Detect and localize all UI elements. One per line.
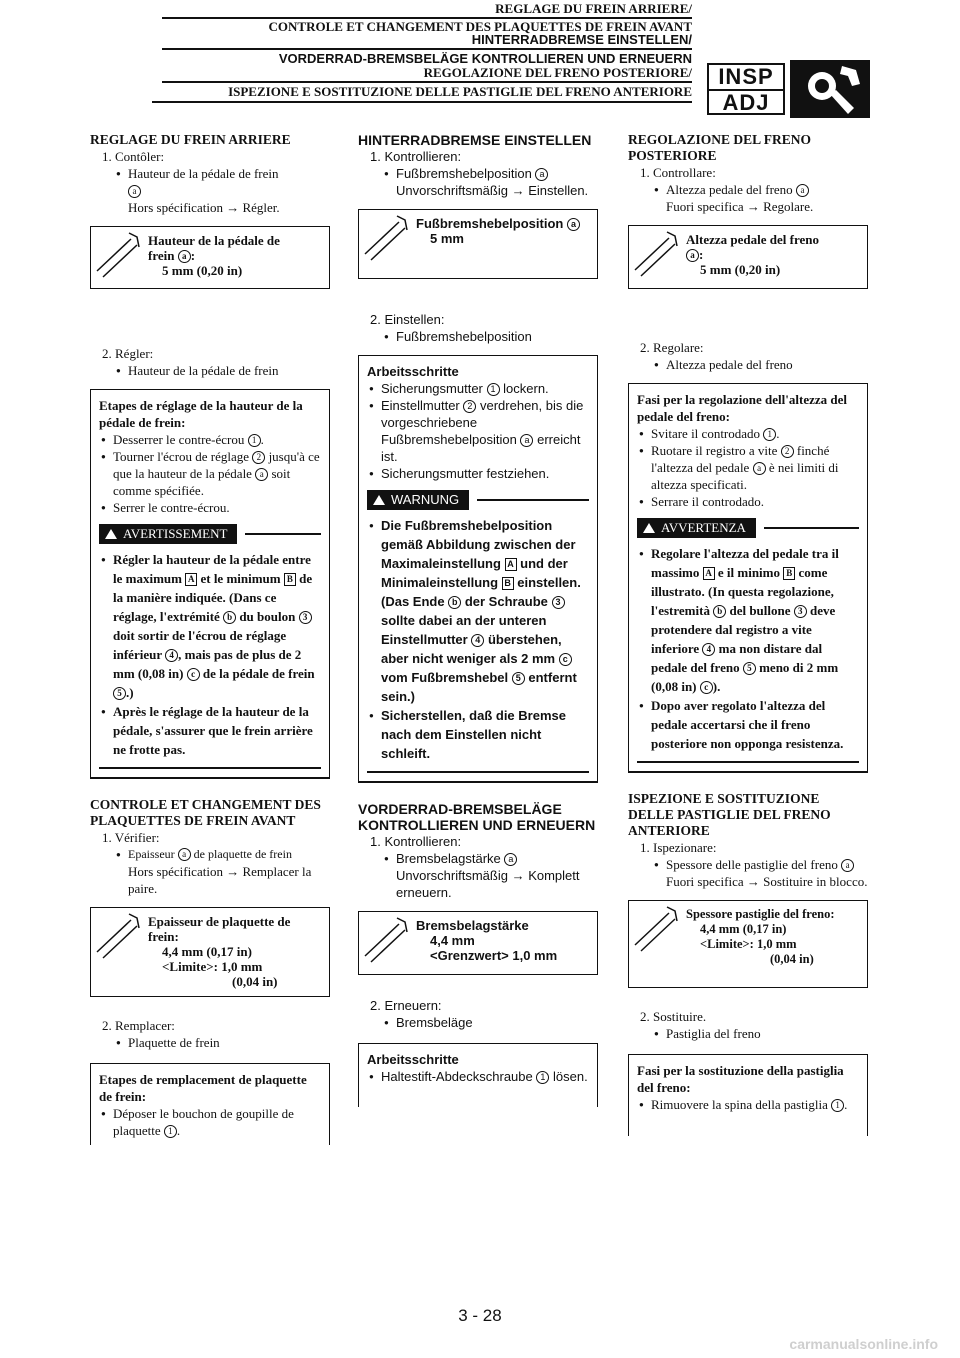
badge-insp: INSP <box>718 64 774 89</box>
spec-box <box>358 911 598 975</box>
warning-bullet: ● Regolare l'altezza del pedale tra il massimo A e il minimo B come illustrato. (In questa regolazione, l'estremità b del bullone 3 deve protendere dal registro a vite inferiore 4 ma non distare dal pedale del freno 5 meno di 2 mm (0,08 in) c ). <box>651 544 859 696</box>
badge-adj: ADJ <box>722 90 770 115</box>
warning-bullet: ● Sicherstellen, daß die Bremse nach dem Einstellen nicht schleift. <box>381 706 589 763</box>
section-title: ISPEZIONE E SOSTITUZIONE DELLE PASTIGLIE DEL FRENO ANTERIORE <box>628 791 831 838</box>
wrench-icon <box>359 210 414 278</box>
section-title: HINTERRADBREMSE EINSTELLEN <box>358 132 592 148</box>
bullet-text: ● Hauteur de la pédale de frein a <box>128 165 330 199</box>
steps-box <box>628 1054 868 1136</box>
note-text: Unvorschriftsmäßig → Einstellen. <box>396 183 589 198</box>
bullet-text: ● Epaisseur a de plaquette de frein <box>128 846 330 863</box>
warning-bullet: ● Dopo aver regolato l'altezza del pedale accertarsi che il freno posteriore non opponga resistenza. <box>651 696 859 753</box>
warning-header <box>637 518 859 538</box>
column-italian <box>628 132 868 1136</box>
marker-a: a <box>128 185 141 198</box>
step-text: 2. Sostituire. <box>640 1009 707 1024</box>
section-title: CONTROLE ET CHANGEMENT DES PLAQUETTES DE FREIN AVANT <box>90 797 321 828</box>
step-text: 1. Vérifier: <box>102 830 160 845</box>
step-bullet: ● Rimuovere la spina della pastiglia 1 . <box>651 1096 859 1113</box>
spec-box <box>628 225 868 289</box>
step-bullet: ● Serrare il controdado. <box>651 493 859 510</box>
step-bullet: ● Svitare il controdado 1 . <box>651 425 859 442</box>
step-text: 1. Contôler: <box>102 149 165 164</box>
steps-title: Etapes de remplacement de plaquette de frein: <box>99 1072 307 1104</box>
spec-text: Fußbremshebelposition a 5 mm <box>414 210 586 278</box>
column-french <box>90 132 330 1145</box>
steps-title: Etapes de réglage de la hauteur de la pédale de frein: <box>99 398 303 430</box>
step-bullet: ● Einstellmutter 2 verdrehen, bis die vorgeschriebene Fußbremshebelposition a erreicht ist. <box>381 397 589 465</box>
warning-bullet: ● Régler la hauteur de la pédale entre le maximum A et le minimum B de la manière indiquée. (Dans ce réglage, l'extrémité b du boulon 3 doit sortir de l'écrou de réglage inférieur 4 , mais pas de plus de 2 mm (0,08 in) c de la pédale de frein 5 .) <box>113 550 321 702</box>
wrench-icon <box>629 226 684 288</box>
section-title: REGOLAZIONE DEL FRENO POSTERIORE <box>628 132 812 163</box>
bullet-text: ● Fußbremshebelposition a <box>396 165 598 182</box>
steps-box <box>358 1043 598 1107</box>
steps-title: Fasi per la sostituzione della pastiglia del freno: <box>637 1063 844 1095</box>
wrench-icon <box>359 912 414 974</box>
steps-title: Arbeitsschritte <box>367 364 459 379</box>
warning-icon <box>643 523 655 533</box>
steps-box <box>628 383 868 773</box>
footer-watermark: carmanualsonline.info <box>789 1336 938 1352</box>
section-title: VORDERRAD-BREMSBELÄGE KONTROLLIEREN UND ERNEUERN <box>358 801 596 833</box>
steps-box <box>90 389 330 779</box>
bullet-text: ● Altezza pedale del freno a <box>666 181 868 198</box>
step-text: 1. Ispezionare: <box>640 840 717 855</box>
spec-text: Spessore pastiglie del freno: 4,4 mm (0,17 in) <Limite>: 1,0 mm (0,04 in) <box>686 907 835 966</box>
header-line-5: REGOLAZIONE DEL FRENO POSTERIORE/ <box>423 65 692 80</box>
step-bullet: ● Ruotare il registro a vite 2 finché l'altezza del pedale a è nei limiti di altezza specificati. <box>651 442 859 493</box>
page-number: 3 - 28 <box>458 1306 502 1325</box>
step-bullet: ● Desserrer le contre-écrou 1 . <box>113 431 321 448</box>
insp-adj-badge <box>707 63 785 115</box>
warning-header <box>99 524 321 544</box>
bullet-text: ● Bremsbeläge <box>396 1014 598 1031</box>
step-bullet: ● Tourner l'écrou de réglage 2 jusqu'à ce que la hauteur de la pédale a soit comme spécifiée. <box>113 448 321 499</box>
header-rule <box>152 101 692 103</box>
note-text: Hors spécification → Remplacer la paire. <box>128 864 312 896</box>
step-bullet: ● Déposer le bouchon de goupille de plaquette 1 . <box>113 1105 321 1139</box>
spec-box <box>90 907 330 997</box>
header-line-3: HINTERRADBREMSE EINSTELLEN/ <box>471 32 692 47</box>
steps-box <box>358 355 598 783</box>
header-line-2: CONTROLE ET CHANGEMENT DES PLAQUETTES DE FREIN AVANT <box>268 19 692 34</box>
warning-header <box>367 490 589 510</box>
steps-box <box>90 1063 330 1145</box>
spec-text: Bremsbelagstärke 4,4 mm <Grenzwert> 1,0 mm <box>416 918 558 963</box>
spec-text: Epaisseur de plaquette de frein: 4,4 mm (0,17 in) <Limite>: 1,0 mm (0,04 in) <box>148 914 291 989</box>
step-text: 2. Régler: <box>102 346 154 361</box>
bullet-text: ● Altezza pedale del freno <box>666 356 868 373</box>
wrench-icon <box>91 908 146 996</box>
step-text: 2. Erneuern: <box>370 998 442 1013</box>
bullet-text: ● Hauteur de la pédale de frein <box>128 362 330 379</box>
step-bullet: ● Sicherungsmutter 1 lockern. <box>381 380 589 397</box>
step-text: 1. Kontrollieren: <box>370 149 462 164</box>
warning-bullet: ● Die Fußbremshebelposition gemäß Abbildung zwischen der Maximaleinstellung A und der Minimaleinstellung B einstellen. (Das Ende b der Schraube 3 sollte dabei an der unteren Einstellmutter 4 überstehen, aber nicht weniger als 2 mm c vom Fußbremshebel 5 entfernt sein.) <box>381 516 589 706</box>
note-text: Unvorschriftsmäßig → Komplett erneuern. <box>396 868 580 900</box>
spec-box <box>358 209 598 279</box>
step-text: 1. Controllare: <box>640 165 716 180</box>
header-rule <box>162 48 692 50</box>
note-text: Hors spécification → Régler. <box>128 200 280 215</box>
warning-icon <box>105 529 117 539</box>
column-german <box>358 132 598 1107</box>
bullet-text: ● Fußbremshebelposition <box>396 328 598 345</box>
note-text: Fuori specifica → Sostituire in blocco. <box>666 874 868 889</box>
warning-icon <box>373 495 385 505</box>
header-line-1: REGLAGE DU FREIN ARRIERE/ <box>495 1 692 16</box>
warning-badge: WARNUNG <box>367 490 469 510</box>
spec-box <box>90 226 330 289</box>
warning-bullet: ● Après le réglage de la hauteur de la pédale, s'assurer que le frein arrière ne frotte pas. <box>113 702 321 759</box>
note-text: Fuori specifica → Regolare. <box>666 199 814 214</box>
steps-title: Arbeitsschritte <box>367 1052 459 1067</box>
spec-text: Altezza pedale del freno a : 5 mm (0,20 in) <box>686 232 819 277</box>
step-bullet: ● Sicherungsmutter festziehen. <box>381 465 589 482</box>
bullet-text: ● Spessore delle pastiglie del freno a <box>666 856 868 873</box>
bullet-text: ● Pastiglia del freno <box>666 1025 868 1042</box>
step-bullet: ● Serrer le contre-écrou. <box>113 499 321 516</box>
bullet-text: ● Bremsbelagstärke a <box>396 850 598 867</box>
wrench-icon <box>91 227 146 288</box>
wrench-icon <box>629 901 684 987</box>
spec-text: Hauteur de la pédale de frein a : 5 mm (0,20 in) <box>148 233 280 278</box>
bullet-text: ● Plaquette de frein <box>128 1034 330 1051</box>
header-line-6: ISPEZIONE E SOSTITUZIONE DELLE PASTIGLIE DEL FRENO ANTERIORE <box>228 84 692 99</box>
steps-title: Fasi per la regolazione dell'altezza del pedale del freno: <box>637 392 848 424</box>
warning-badge: AVVERTENZA <box>637 518 756 538</box>
tools-icon <box>790 60 870 118</box>
section-title: REGLAGE DU FREIN ARRIERE <box>90 132 291 147</box>
header-line-4: VORDERRAD-BREMSBELÄGE KONTROLLIEREN UND ERNEUERN <box>278 51 692 66</box>
header-rule <box>162 81 692 83</box>
spec-box <box>628 900 868 988</box>
step-bullet: ● Haltestift-Abdeckschraube 1 lösen. <box>381 1068 589 1085</box>
step-text: 1. Kontrollieren: <box>370 834 462 849</box>
step-text: 2. Einstellen: <box>370 312 445 327</box>
step-text: 2. Remplacer: <box>102 1018 175 1033</box>
step-text: 2. Regolare: <box>640 340 704 355</box>
warning-badge: AVERTISSEMENT <box>99 524 237 544</box>
